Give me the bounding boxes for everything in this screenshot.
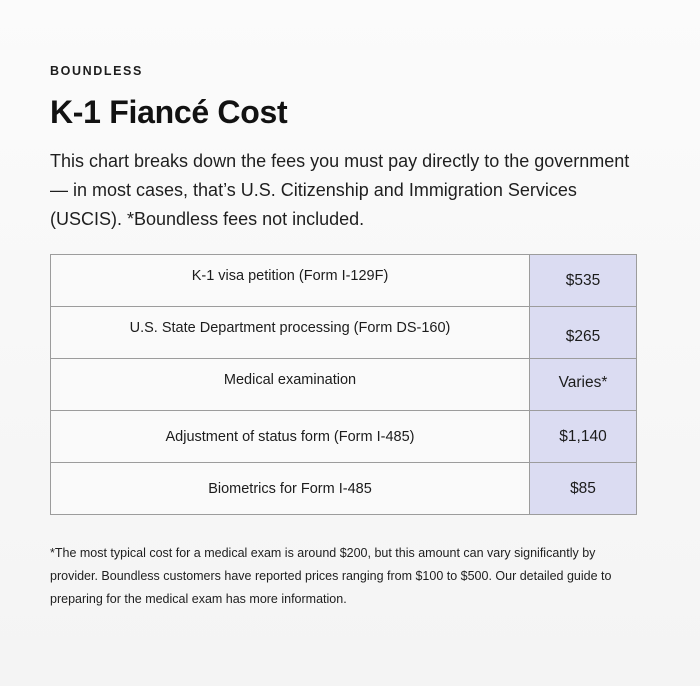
fee-amount-cell: [530, 411, 637, 463]
fee-amount: $535: [565, 271, 601, 289]
fee-item-label: Biometrics for Form I-485: [208, 480, 372, 497]
brand-logo: BOUNDLESS: [50, 64, 143, 78]
page-title: K-1 Fiancé Cost: [50, 94, 288, 130]
fee-amount-cell: [530, 307, 637, 359]
fee-item-label: Medical examination: [223, 371, 357, 388]
fee-amount: Varies*: [558, 373, 608, 391]
fee-amount: $85: [570, 479, 596, 497]
fee-amount-cell: [530, 255, 637, 307]
table-row: [51, 463, 637, 515]
intro-paragraph: This chart breaks down the fees you must pay directly to the government — in most cases, that’s U.S. Citizenship and Immigration Services (USCIS). *Boundless fees not included.: [50, 151, 630, 229]
fee-item-cell: [51, 359, 530, 411]
fee-item-cell: [51, 411, 530, 463]
fee-amount: $1,140: [559, 427, 607, 445]
footnote: *The most typical cost for a medical exam is around $200, but this amount can vary significantly by provider. Boundless customers have reported prices ranging from $100 to $500. Our detailed guide to preparing for the medical exam has more information.: [50, 546, 612, 606]
fee-item-cell: [51, 463, 530, 515]
fee-amount-cell: [530, 463, 637, 515]
fee-amount: $265: [565, 327, 601, 345]
fee-table: [50, 254, 637, 515]
table-row: [51, 411, 637, 463]
fee-item-cell: [51, 255, 530, 307]
table-row: [51, 255, 637, 307]
fee-amount-cell: [530, 359, 637, 411]
fee-item-label: Adjustment of status form (Form I-485): [165, 428, 415, 445]
table-row: [51, 307, 637, 359]
table-row: [51, 359, 637, 411]
fee-item-cell: [51, 307, 530, 359]
fee-item-label: K-1 visa petition (Form I-129F): [191, 267, 389, 284]
fee-item-label: U.S. State Department processing (Form DS-160): [129, 319, 451, 336]
